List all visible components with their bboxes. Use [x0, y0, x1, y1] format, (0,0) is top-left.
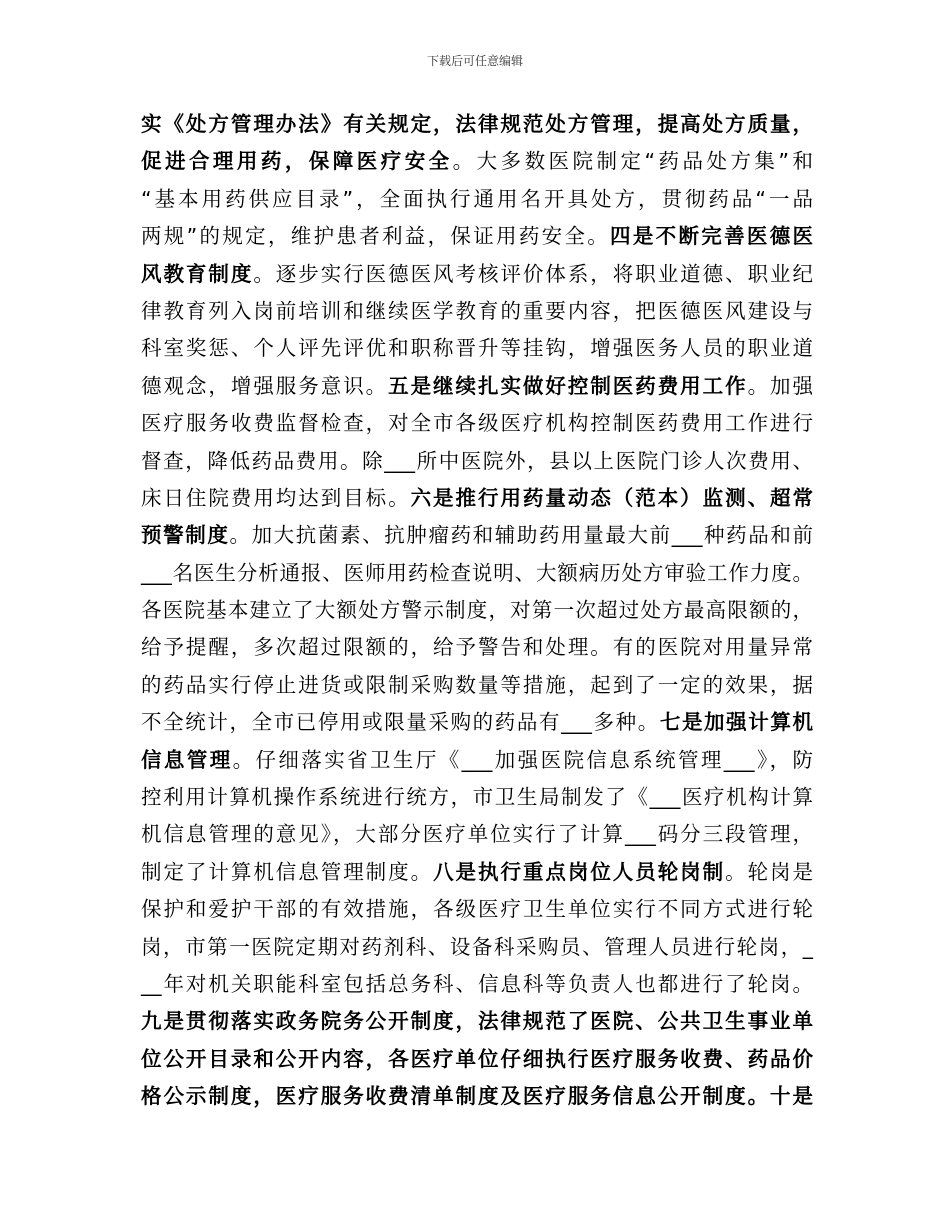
- document-body: [141, 106, 813, 1116]
- text-line: [141, 517, 813, 554]
- text-segment: ___名医生分析通报、医师用药检查说明、大额病历处方审验工作力度。: [141, 560, 813, 585]
- text-segment: __年对机关职能科室包括总务科、信息科等负责人也都进行了轮岗。: [141, 971, 813, 996]
- text-line: [141, 929, 813, 966]
- text-segment: 。逐步实行医德医风考核评价体系，将职业道德、职业纪: [253, 261, 813, 286]
- text-line: [141, 293, 813, 330]
- text-line: [141, 480, 813, 517]
- text-segment: 的药品实行停止进货或限制采购数量等措施，起到了一定的效果，据: [141, 672, 813, 697]
- text-segment: 。轮岗是: [725, 859, 814, 884]
- text-line: [141, 330, 813, 367]
- text-line: [141, 405, 813, 442]
- text-segment: 床日住院费用均达到目标。: [141, 485, 411, 510]
- bold-text-segment: 风教育制度: [141, 261, 254, 286]
- text-line: [141, 368, 813, 405]
- text-line: [141, 592, 813, 629]
- text-segment: 不全统计，全市已停用或限量采购的药品有___多种。: [141, 710, 660, 735]
- text-line: [141, 629, 813, 666]
- text-line: [141, 181, 813, 218]
- text-line: [141, 779, 813, 816]
- text-segment: 各医院基本建立了大额处方警示制度，对第一次超过处方最高限额的，: [141, 598, 813, 623]
- text-segment: 督查，降低药品费用。除___所中医院外，县以上医院门诊人次费用、: [141, 448, 813, 473]
- text-line: [141, 966, 813, 1003]
- text-segment: 岗，市第一医院定期对药剂科、设备科采购员、管理人员进行轮岗，_: [141, 934, 813, 959]
- bold-text-segment: 信息管理: [141, 747, 233, 772]
- text-segment: 两规”的规定，维护患者利益，保证用药安全。: [141, 224, 611, 249]
- bold-text-segment: 位公开目录和公开内容，各医疗单位仔细执行医疗服务收费、药品价: [141, 1046, 813, 1071]
- bold-text-segment: 促进合理用药，保障医疗安全: [141, 149, 453, 174]
- text-segment: 医疗服务收费监督检查，对全市各级医疗机构控制医药费用工作进行: [141, 411, 813, 436]
- bold-text-segment: 实《处方管理办法》有关规定，法律规范处方管理，提高处方质量，: [141, 112, 813, 136]
- text-line: [141, 143, 813, 180]
- text-segment: 科室奖惩、个人评先评优和职称晋升等挂钩，增强医务人员的职业道: [141, 336, 813, 361]
- text-line: [141, 1078, 813, 1115]
- text-segment: 。加强: [747, 373, 814, 398]
- text-line: [141, 443, 813, 480]
- text-line: [141, 555, 813, 592]
- bold-text-segment: 预警制度: [141, 523, 230, 548]
- text-segment: 。加大抗菌素、抗肿瘤药和辅助药用量最大前___种药品和前: [229, 523, 814, 548]
- page-header-note: 下载后可任意编辑: [426, 54, 523, 68]
- text-segment: 机信息管理的意见》，大部分医疗单位实行了计算___码分三段管理，: [141, 822, 813, 847]
- bold-text-segment: 五是继续扎实做好控制医药费用工作: [388, 373, 748, 398]
- text-line: [141, 218, 813, 255]
- text-line: [141, 742, 813, 779]
- text-line: [141, 667, 813, 704]
- text-segment: 德观念，增强服务意识。: [141, 373, 389, 398]
- text-line: [141, 704, 813, 741]
- bold-text-segment: 六是推行用药量动态（范本）监测、超常: [410, 485, 814, 510]
- text-segment: 给予提醒，多次超过限额的，给予警告和处理。有的医院对用量异常: [141, 635, 813, 660]
- text-segment: 。大多数医院制定“药品处方集”和: [452, 149, 813, 174]
- text-line: [141, 891, 813, 928]
- bold-text-segment: 格公示制度，医疗服务收费清单制度及医疗服务信息公开制度。十是: [141, 1084, 813, 1109]
- text-line: [141, 1003, 813, 1040]
- text-line: [141, 816, 813, 853]
- text-segment: 律教育列入岗前培训和继续医学教育的重要内容，把医德医风建设与: [141, 298, 813, 323]
- bold-text-segment: 八是执行重点岗位人员轮岗制: [433, 859, 726, 884]
- text-segment: 控利用计算机操作系统进行统方，市卫生局制发了《___医疗机构计算: [141, 785, 813, 810]
- text-segment: 保护和爱护干部的有效措施，各级医疗卫生单位实行不同方式进行轮: [141, 897, 813, 922]
- text-line: [141, 854, 813, 891]
- text-segment: “基本用药供应目录”，全面执行通用名开具处方，贯彻药品“一品: [141, 186, 813, 211]
- text-line: [141, 106, 813, 143]
- bold-text-segment: 四是不断完善医德医: [610, 224, 813, 249]
- text-segment: 制定了计算机信息管理制度。: [141, 859, 434, 884]
- bold-text-segment: 九是贯彻落实政务院务公开制度，法律规范了医院、公共卫生事业单: [141, 1009, 813, 1034]
- text-line: [141, 1041, 813, 1078]
- text-line: [141, 256, 813, 293]
- bold-text-segment: 七是加强计算机: [659, 710, 814, 735]
- text-segment: 。仔细落实省卫生厅《___加强医院信息系统管理___》，防: [232, 747, 814, 772]
